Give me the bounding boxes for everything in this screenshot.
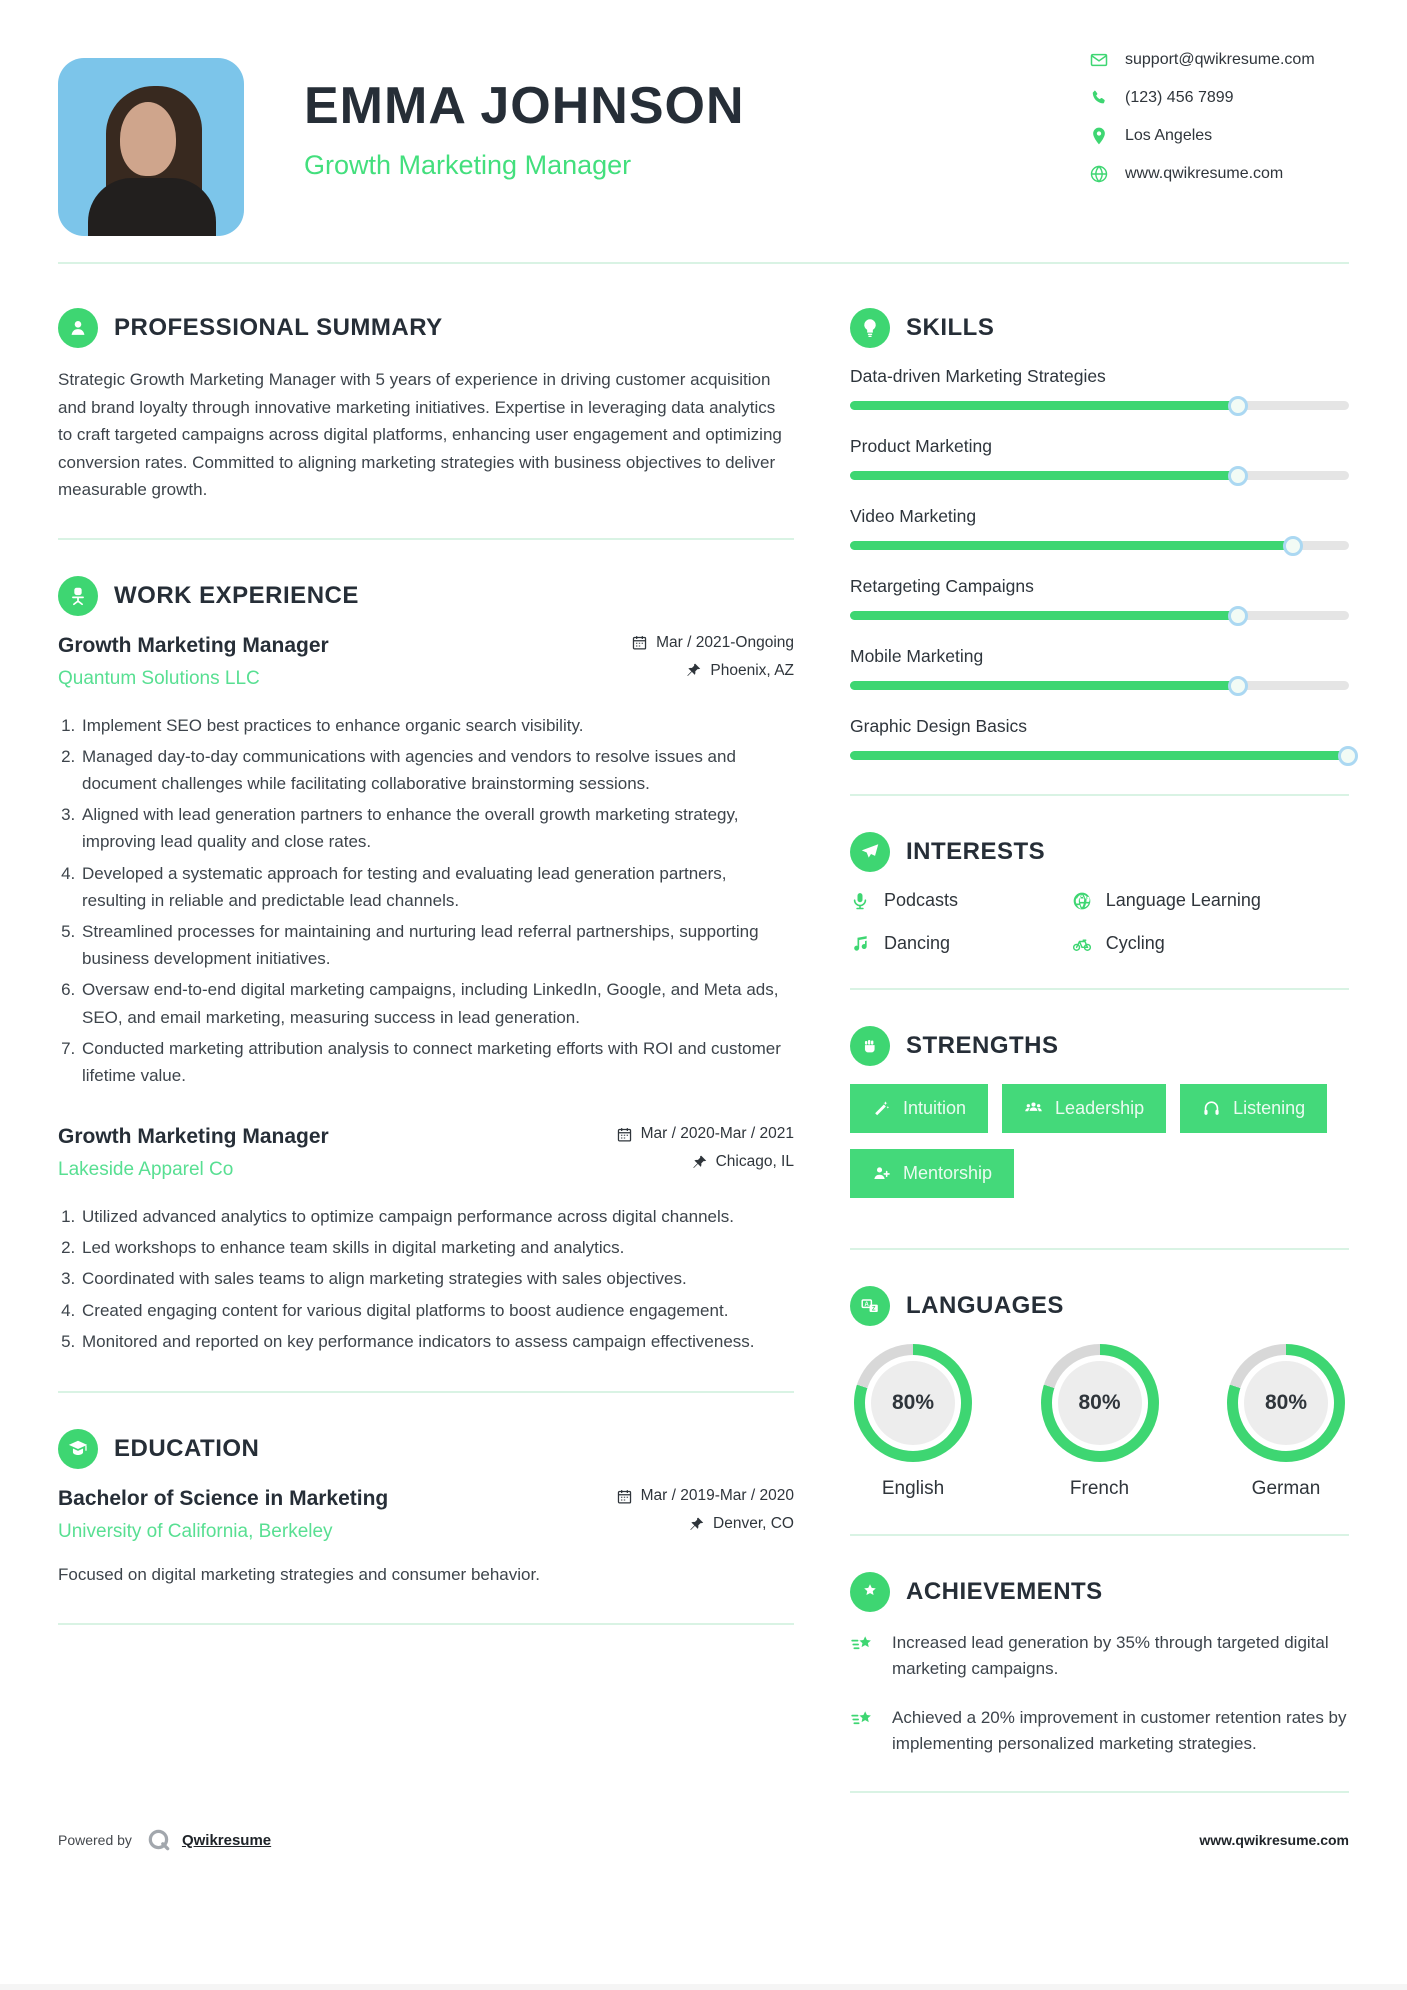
job-title: Growth Marketing Manager [58, 1125, 329, 1149]
job-bullet: 1. Implement SEO best practices to enhance organic search visibility. [80, 712, 794, 739]
qwikresume-link[interactable]: Qwikresume [181, 1831, 272, 1849]
footer [58, 1827, 1349, 1879]
language-item [1227, 1344, 1345, 1500]
languages-heading: LANGUAGES [906, 1292, 1064, 1319]
skill-slider [850, 541, 1349, 550]
strength-badge: Intuition [850, 1084, 988, 1133]
section-interests [850, 796, 1349, 990]
location-icon [1089, 126, 1109, 146]
summary-text: Strategic Growth Marketing Manager with 5 years of experience in driving customer acquisition and brand loyalty through innovative marketing initiatives. Expertise in leveraging data analytics to craft targeted campaigns across digital platforms, enhancing user engagement and optimizing conversion rates. Committed to aligning marketing strategies with business objectives to deliver measurable growth. [58, 370, 782, 500]
skill-slider [850, 681, 1349, 690]
email-icon [1089, 50, 1109, 70]
calendar-icon [631, 634, 648, 651]
education-location: Denver, CO [616, 1515, 794, 1533]
skill-item: Product Marketing [850, 436, 1349, 480]
header-divider [58, 262, 1349, 264]
job-entry [58, 1125, 794, 1355]
section-professional-summary [58, 272, 794, 540]
contact-email[interactable] [1089, 50, 1349, 70]
candidate-job-title: Growth Marketing Manager [304, 150, 632, 180]
job-bullet-list [80, 712, 794, 1089]
section-skills [850, 272, 1349, 796]
phone-icon [1089, 88, 1109, 108]
summary-heading: PROFESSIONAL SUMMARY [114, 314, 443, 341]
job-bullet-list [80, 1203, 794, 1355]
job-bullet: 4. Created engaging content for various digital platforms to boost audience engagement. [80, 1297, 794, 1324]
education-description: Focused on digital marketing strategies and consumer behavior. [58, 1565, 540, 1585]
job-location: Phoenix, AZ [631, 662, 794, 680]
achievements-heading: ACHIEVEMENTS [906, 1578, 1103, 1605]
slider-handle [1338, 746, 1358, 766]
contact-phone-text: (123) 456 7899 [1125, 89, 1234, 106]
interest-item: Dancing [850, 933, 1072, 954]
section-education [58, 1393, 794, 1625]
pushpin-icon [688, 1516, 705, 1533]
contact-location [1089, 126, 1349, 146]
header [58, 46, 1349, 236]
job-entry [58, 634, 794, 1089]
language-percent: 80% [865, 1355, 961, 1451]
paper-plane-icon [850, 832, 890, 872]
job-location: Chicago, IL [616, 1153, 794, 1171]
graduate-icon [58, 1429, 98, 1469]
skill-slider [850, 471, 1349, 480]
person-icon [58, 308, 98, 348]
education-heading: EDUCATION [114, 1435, 260, 1463]
translate-icon [850, 1286, 890, 1326]
contact-website-text: www.qwikresume.com [1125, 165, 1284, 182]
users-icon [1024, 1099, 1043, 1118]
skill-item: Mobile Marketing [850, 646, 1349, 690]
skill-slider [850, 611, 1349, 620]
section-achievements [850, 1536, 1349, 1793]
contact-list [1089, 46, 1349, 202]
achievement-item: Increased lead generation by 35% through targeted digital marketing campaigns. [850, 1630, 1349, 1683]
globe-icon [1072, 891, 1092, 911]
bicycle-icon [1072, 934, 1092, 954]
achievement-item: Achieved a 20% improvement in customer retention rates by implementing personalized marketing strategies. [850, 1705, 1349, 1758]
calendar-icon [616, 1488, 633, 1505]
slider-handle [1228, 676, 1248, 696]
job-bullet: 7. Conducted marketing attribution analysis to connect marketing efforts with ROI and customer lifetime value. [80, 1035, 794, 1089]
headphones-icon [1202, 1099, 1221, 1118]
interest-item: Language Learning [1072, 890, 1349, 911]
pushpin-icon [691, 1154, 708, 1171]
job-bullet: 6. Oversaw end-to-end digital marketing campaigns, including LinkedIn, Google, and Meta ads, SEO, and email marketing, measuring success in lead generation. [80, 976, 794, 1030]
language-percent: 80% [1238, 1355, 1334, 1451]
powered-by-label: Powered by [58, 1832, 132, 1849]
pushpin-icon [685, 662, 702, 679]
microphone-icon [850, 891, 870, 911]
skill-item: Video Marketing [850, 506, 1349, 550]
job-title: Growth Marketing Manager [58, 633, 329, 657]
section-divider [58, 1623, 794, 1625]
fist-icon [850, 1026, 890, 1066]
slider-handle [1283, 536, 1303, 556]
strengths-heading: STRENGTHS [906, 1032, 1059, 1059]
job-bullet: 3. Aligned with lead generation partners to enhance the overall growth marketing strategy, improving lead quality and close rates. [80, 801, 794, 855]
candidate-name: EMMA JOHNSON [304, 77, 745, 135]
job-bullet: 5. Monitored and reported on key performance indicators to assess campaign effectiveness. [80, 1328, 794, 1355]
skill-item: Graphic Design Basics [850, 716, 1349, 760]
globe-icon [1089, 164, 1109, 184]
language-donut [854, 1344, 972, 1462]
profile-photo [58, 58, 244, 236]
qwikresume-logo [146, 1827, 172, 1853]
calendar-icon [616, 1126, 633, 1143]
slider-handle [1228, 396, 1248, 416]
language-item [1041, 1344, 1159, 1500]
skill-slider [850, 751, 1349, 760]
job-date: Mar / 2021-Ongoing [631, 634, 794, 652]
strength-badge: Mentorship [850, 1149, 1014, 1198]
skill-item: Retargeting Campaigns [850, 576, 1349, 620]
magic-wand-icon [872, 1099, 891, 1118]
strength-badge: Listening [1180, 1084, 1327, 1133]
interest-item: Cycling [1072, 933, 1349, 954]
skill-item: Data-driven Marketing Strategies [850, 366, 1349, 410]
job-bullet: 2. Managed day-to-day communications with agencies and vendors to resolve issues and document challenges while facilitating collaborative brainstorming sessions. [80, 743, 794, 797]
education-date: Mar / 2019-Mar / 2020 [616, 1487, 794, 1505]
slider-handle [1228, 606, 1248, 626]
shooting-star-icon [850, 1632, 876, 1658]
footer-website-link[interactable]: www.qwikresume.com [1199, 1832, 1349, 1849]
language-name: English [881, 1478, 945, 1499]
photo-face-shape [120, 102, 176, 176]
language-name: French [1069, 1478, 1130, 1499]
music-notes-icon [850, 934, 870, 954]
shooting-star-icon [850, 1707, 876, 1733]
user-plus-icon [872, 1164, 891, 1183]
interest-item: Podcasts [850, 890, 1072, 911]
language-name: German [1251, 1478, 1321, 1499]
svg-text:Z: Z [871, 1306, 876, 1313]
contact-phone [1089, 88, 1349, 108]
slider-handle [1228, 466, 1248, 486]
language-donut [1041, 1344, 1159, 1462]
section-work-experience [58, 540, 794, 1393]
section-divider [850, 1791, 1349, 1793]
svg-text:A: A [864, 1302, 869, 1308]
job-bullet: 5. Streamlined processes for maintaining and nurturing lead referral partnerships, supporting business development initiatives. [80, 918, 794, 972]
section-strengths [850, 990, 1349, 1250]
job-bullet: 1. Utilized advanced analytics to optimize campaign performance across digital channels. [80, 1203, 794, 1230]
skill-slider [850, 401, 1349, 410]
job-bullet: 3. Coordinated with sales teams to align marketing strategies with sales objectives. [80, 1265, 794, 1292]
language-donut [1227, 1344, 1345, 1462]
photo-body-shape [88, 178, 216, 236]
interests-heading: INTERESTS [906, 838, 1046, 865]
lightbulb-icon [850, 308, 890, 348]
school-name: University of California, Berkeley [58, 1521, 333, 1543]
job-bullet: 4. Developed a systematic approach for testing and evaluating lead generation partners, resulting in reliable and predictable lead channels. [80, 860, 794, 914]
right-column [850, 272, 1349, 1793]
section-languages [850, 1250, 1349, 1536]
star-badge-icon [850, 1572, 890, 1612]
contact-location-text: Los Angeles [1125, 127, 1213, 144]
left-column [58, 272, 794, 1793]
job-company: Lakeside Apparel Co [58, 1159, 234, 1181]
job-company: Quantum Solutions LLC [58, 667, 260, 689]
office-chair-icon [58, 576, 98, 616]
skills-heading: SKILLS [906, 314, 995, 341]
strength-badge: Leadership [1002, 1084, 1166, 1133]
work-heading: WORK EXPERIENCE [114, 581, 359, 609]
job-date: Mar / 2020-Mar / 2021 [616, 1125, 794, 1143]
language-percent: 80% [1052, 1355, 1148, 1451]
language-item [854, 1344, 972, 1500]
contact-email-text: support@qwikresume.com [1125, 51, 1315, 68]
contact-website[interactable] [1089, 164, 1349, 184]
degree-title: Bachelor of Science in Marketing [58, 1487, 389, 1511]
job-bullet: 2. Led workshops to enhance team skills in digital marketing and analytics. [80, 1234, 794, 1261]
